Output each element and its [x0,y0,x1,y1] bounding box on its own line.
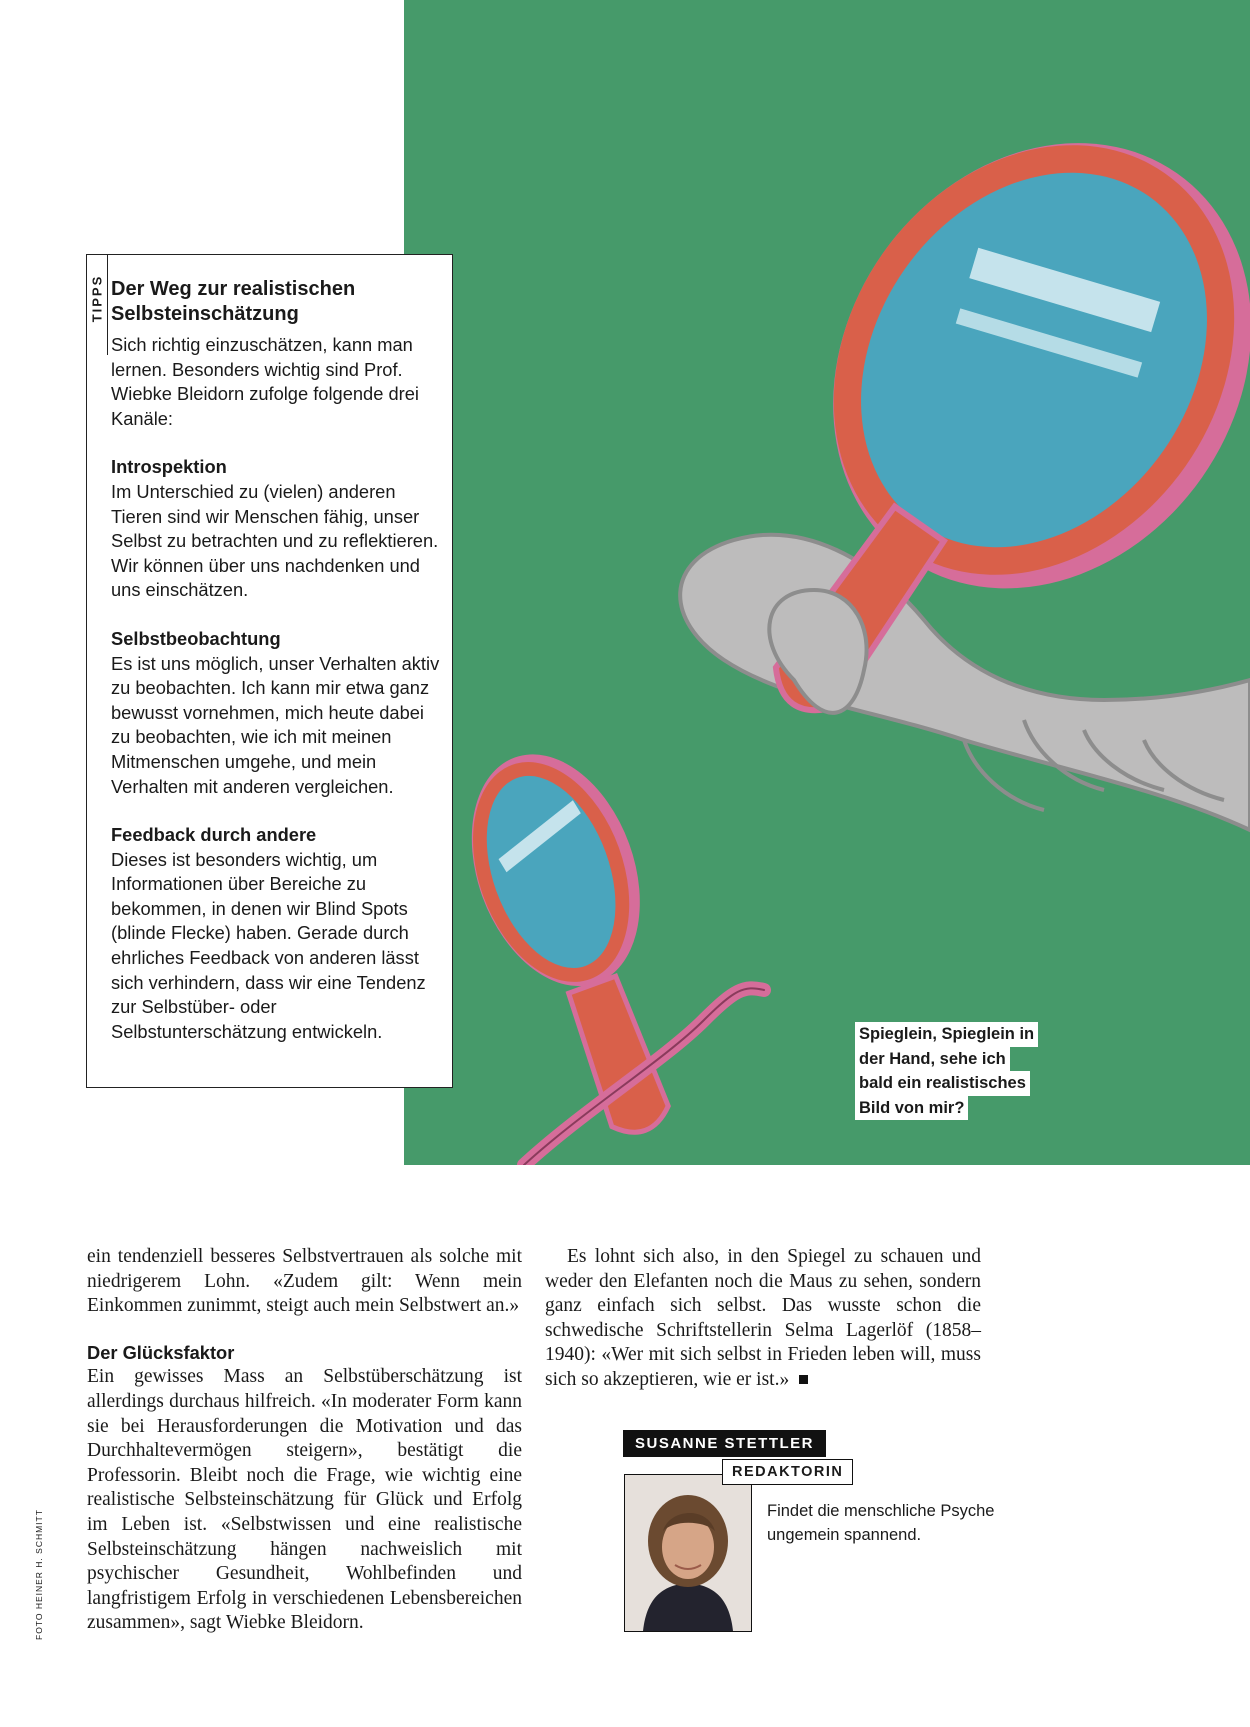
tips-section-heading: Feedback durch andere [111,824,317,846]
tips-title: Der Weg zur realistischen Selbsteinschätzung [111,278,356,325]
author-role: REDAKTORIN [722,1459,853,1485]
article-column-1 [87,1245,522,1636]
article-paragraph: ein tendenziell besseres Selbstvertrauen als solche mit niedrigerem Lohn. «Zudem gilt: Wenn mein Einkommen zunimmt, steigt auch mein Selbstwert an.» [87,1246,522,1317]
tips-section-text: Dieses ist besonders wichtig, um Informationen über Bereiche zu bekommen, in denen wir Blind Spots (blinde Flecke) haben. Gerade durch ehrliches Feedback von anderen lässt sich verhindern, dass wir eine Tendenz zur Selbstüber- oder Selbstunterschätzung entwickeln. [111,848,426,1042]
tips-label: TIPPS [89,274,105,323]
article-paragraph-text: Es lohnt sich also, in den Spiegel zu schauen und weder den Elefanten noch die Maus zu sehen, sondern ganz einfach sich selbst. Das wusste schon die schwedische Schriftstellerin Selma Lagerlöf (1858–1940): «Wer mit sich selbst in Frieden leben will, muss sich so akzeptieren, wie er ist.» [545,1246,981,1390]
small-mirror [441,731,723,1156]
tips-intro: Sich richtig einzuschätzen, kann man lernen. Besonders wichtig sind Prof. Wiebke Bleidorn zufolge folgende drei Kanäle: [111,334,419,429]
tips-tab [87,255,108,355]
tips-body [111,277,441,1044]
article-subheading: Der Glücksfaktor [87,1341,235,1363]
caption-line: bald ein realistisches [855,1071,1030,1096]
author-portrait-icon [625,1475,751,1631]
caption-line: Spieglein, Spieglein in [855,1022,1038,1047]
author-name: SUSANNE STETTLER [623,1430,826,1457]
article-column-2 [545,1245,981,1393]
tips-section-heading: Introspektion [111,456,227,478]
article-paragraph: Ein gewisses Mass an Selbstüberschätzung ist allerdings durchaus hilfreich. «In moderater Form kann sie bei Herausforderungen die Motivation und das Durchhaltevermögen steigern», bestätigt die Professorin. Bleibt noch die Frage, wie wichtig eine realistische Selbsteinschätzung für Glück und Erfolg im Leben ist. «Selbstwissen und eine realistische Selbsteinschätzung hängen nachweislich mit psychischer Gesundheit, Wohlbefinden und langfristigem Erfolg in verschiedenen Lebensbereichen zusammen», sagt Wiebke Bleidorn. [87,1366,522,1634]
caption-line: der Hand, sehe ich [855,1047,1010,1072]
tips-section-heading: Selbstbeobachtung [111,627,281,649]
mouse-tail [524,988,764,1165]
tips-section-text: Es ist uns möglich, unser Verhalten aktiv zu beobachten. Ich kann mir etwa ganz bewusst vornehmen, mich heute dabei zu beobachten, wie ich mit meinen Mitmenschen umgehe, und mein Verhalten mit anderen vergleichen. [111,652,440,797]
tips-section-text: Im Unterschied zu (vielen) anderen Tieren sind wir Menschen fähig, unser Selbst zu betrachten und zu reflektieren. Wir können über uns nachdenken und uns einschätzen. [111,480,439,601]
author-photo [624,1474,752,1632]
tips-box [86,254,453,1088]
article-paragraph [545,1245,981,1393]
author-description: Findet die menschliche Psyche ungemein spannend. [767,1502,995,1544]
mirror-illustration [404,0,1250,1165]
caption-line: Bild von mir? [855,1096,968,1121]
illustration [404,0,1250,1165]
photo-credit: FOTO HEINER H. SCHMITT [34,1509,44,1640]
illustration-caption [855,1022,1038,1120]
end-mark-icon [799,1375,808,1384]
